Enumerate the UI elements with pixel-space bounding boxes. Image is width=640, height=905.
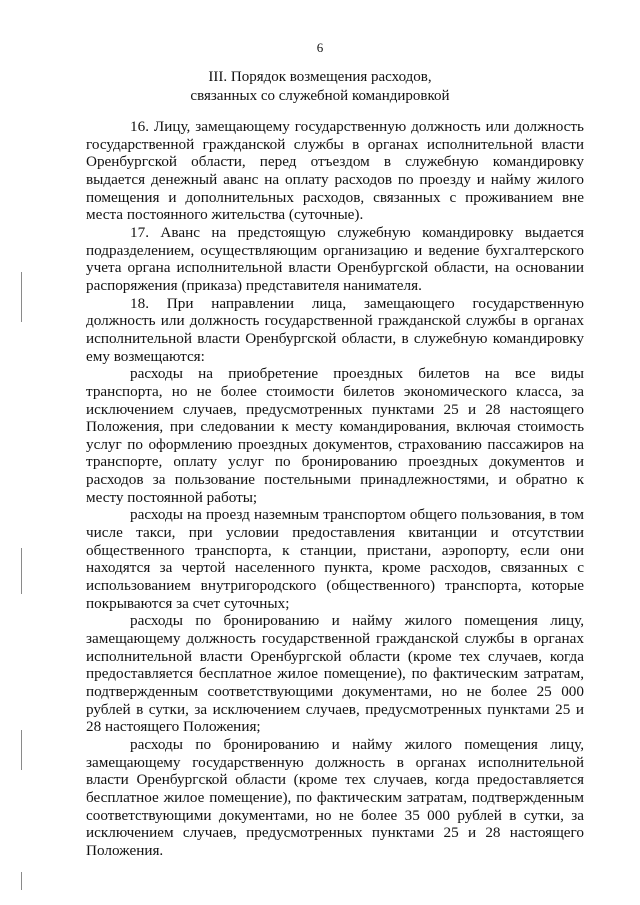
paragraph-travel-tickets: расходы на приобретение проездных билетов на все виды транспорта, но не более стоимости билетов экономического класса, за исключением случаев, предусмотренных пунктами 25 и 28 настоящего Положения, при следовании к месту командирования, включая стоимость услуг по оформлению проездных документов, страхованию пассажиров на транспорте, оплату услуг по бронированию проездных документов и расходов за пользование постельными принадлежностями, и обратно к месту постоянной работы; xyxy=(86,365,584,506)
paragraph-18: 18. При направлении лица, замещающего государственную должность или должность государственной гражданской службы в органах исполнительной власти Оренбургской области, в служебную командировку ему возмещаются: xyxy=(86,294,584,365)
paragraph-16: 16. Лицу, замещающему государственную должность или должность государственной гражданской службы в органах исполнительной власти Оренбургской области, перед отъездом в служебную командировку выдается денежный аванс на оплату расходов по проезду и найму жилого помещения и дополнительных расходов, связанных с проживанием вне места постоянного жительства (суточные). xyxy=(86,118,584,224)
paragraph-housing-civil-service: расходы по бронированию и найму жилого помещения лицу, замещающему должность государственной гражданской службы в органах исполнительной власти Оренбургской области (кроме тех случаев, когда предоставляется бесплатное жилое помещение), по фактическим затратам, подтвержденным соответствующими документами, но не более 25 000 рублей в сутки, за исключением случаев, предусмотренных пунктами 25 и 28 настоящего Положения; xyxy=(86,612,584,736)
scan-margin-mark xyxy=(21,872,22,890)
scan-margin-mark xyxy=(21,548,22,594)
page-number: 6 xyxy=(316,40,324,55)
section-heading-line-2: связанных со служебной командировкой xyxy=(190,88,450,104)
paragraph-housing-state-position: расходы по бронированию и найму жилого помещения лицу, замещающему государственную должность в органах исполнительной власти Оренбургской области (кроме тех случаев, когда предоставляется бесплатное жилое помещение), по фактическим затратам, подтвержденным соответствующими документами, но не более 35 000 рублей в сутки, за исключением случаев, предусмотренных пунктами 25 и 28 настоящего Положения. xyxy=(86,735,584,859)
document-body xyxy=(86,118,584,860)
scan-margin-mark xyxy=(21,272,22,322)
paragraph-17: 17. Аванс на предстоящую служебную командировку выдается подразделением, осуществляющим организацию и ведение бухгалтерского учета органа исполнительной власти Оренбургской области, на основании распоряжения (приказа) представителя нанимателя. xyxy=(86,223,584,294)
paragraph-ground-transport: расходы на проезд наземным транспортом общего пользования, в том числе такси, при условии предоставления квитанции и отсутствии общественного транспорта, к станции, пристани, аэропорту, если они находятся за чертой населенного пункта, кроме расходов, связанных с использованием внутригородского (общественного) транспорта, которые покрываются за счет суточных; xyxy=(86,506,584,612)
section-heading xyxy=(0,68,640,106)
scan-margin-mark xyxy=(21,730,22,770)
section-heading-line-1: III. Порядок возмещения расходов, xyxy=(208,69,432,85)
